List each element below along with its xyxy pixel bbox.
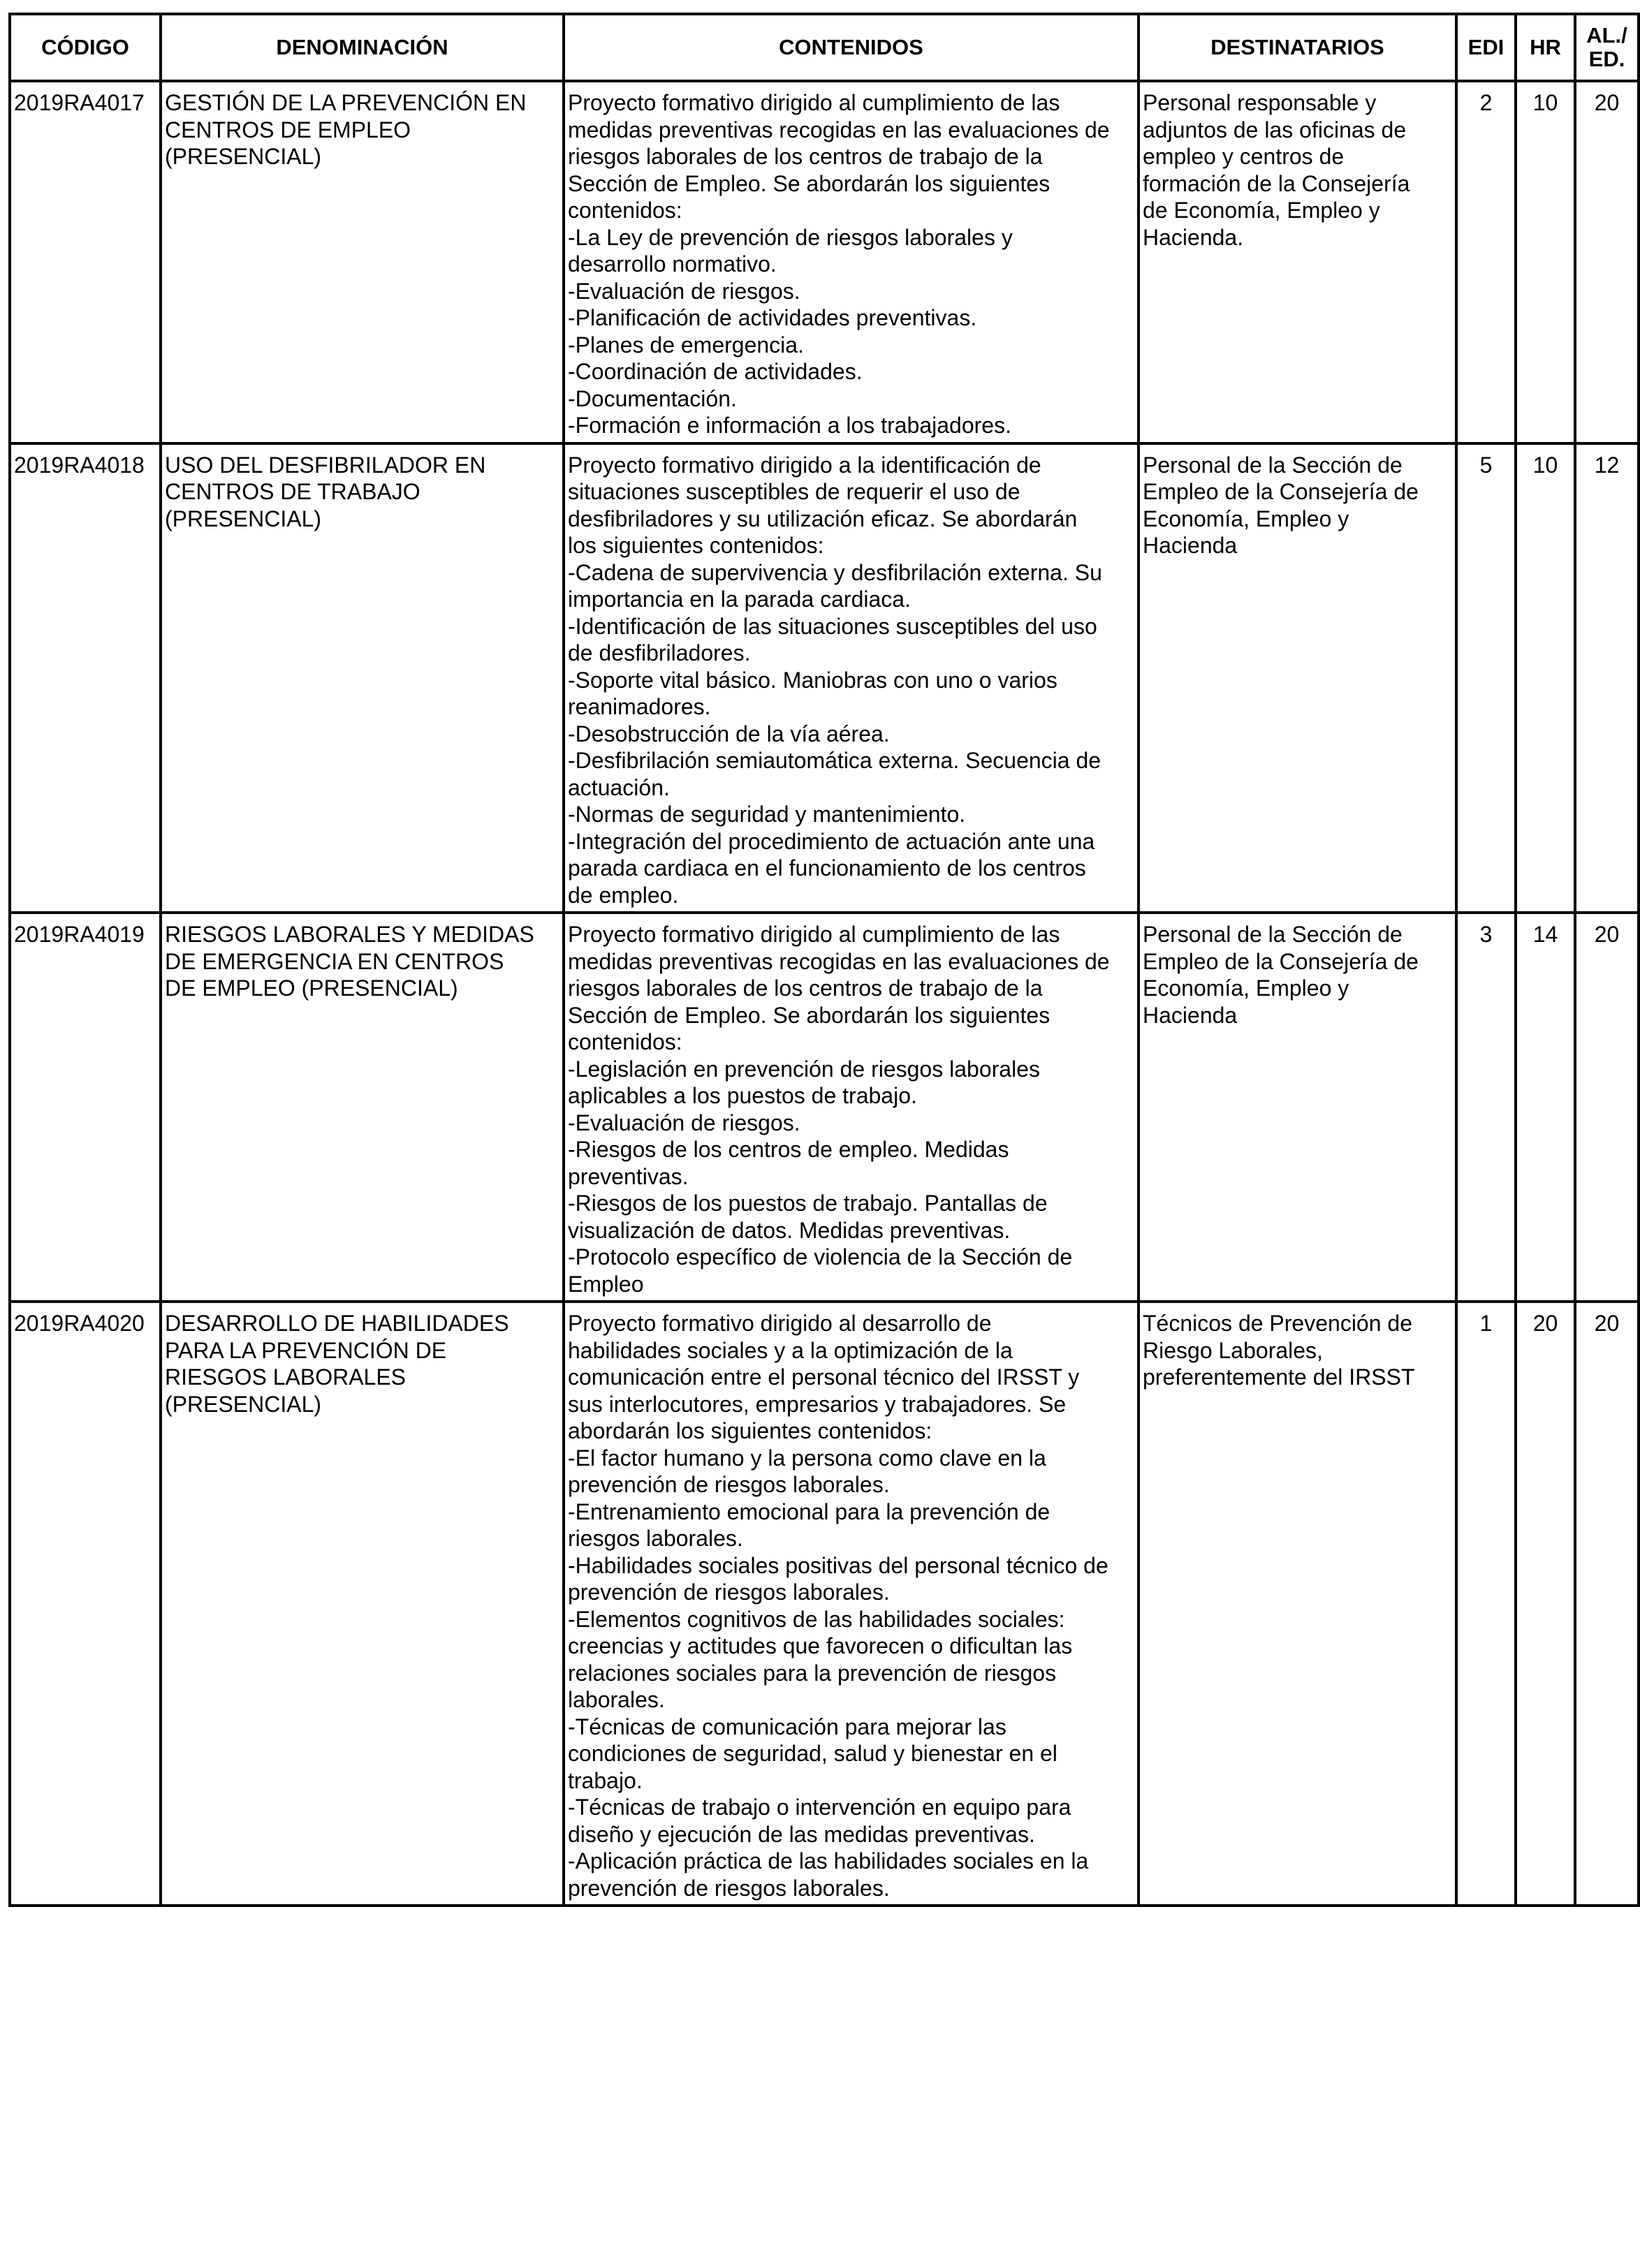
cell-contenidos-line: prevención de riesgos laborales. (568, 1875, 890, 1901)
cell-contenidos-line: -Protocolo específico de violencia de la Sección de (568, 1244, 1073, 1269)
cell-al-ed: 20 (1575, 81, 1639, 443)
cell-contenidos-line: -Aplicación práctica de las habilidades sociales en la (568, 1848, 1089, 1873)
cell-contenidos-line: Sección de Empleo. Se abordarán los siguientes (568, 170, 1050, 196)
cell-contenidos-line: medidas preventivas recogidas en las evaluaciones de (568, 117, 1110, 142)
cell-contenidos-line: condiciones de seguridad, salud y bienestar en el (568, 1741, 1057, 1766)
header-contenidos: CONTENIDOS (564, 14, 1139, 81)
cell-edi: 1 (1456, 1302, 1516, 1906)
cell-contenidos-line: -Documentación. (568, 385, 737, 411)
cell-edi: 3 (1456, 913, 1516, 1302)
header-codigo: CÓDIGO (10, 14, 161, 81)
cell-denominacion-line: CENTROS DE TRABAJO (165, 479, 420, 504)
cell-contenidos-line: -Entrenamiento emocional para la prevención de (568, 1498, 1050, 1524)
cell-contenidos-line: contenidos: (568, 1029, 682, 1054)
cell-contenidos-line: Empleo (568, 1271, 644, 1297)
cell-codigo: 2019RA4017 (10, 81, 161, 443)
header-al-ed-line2: ED. (1588, 47, 1625, 71)
header-edi: EDI (1456, 14, 1516, 81)
cell-contenidos-line: -Desobstrucción de la vía aérea. (568, 721, 890, 746)
header-al-ed (1575, 14, 1639, 81)
cell-contenidos-line: -Planes de emergencia. (568, 332, 804, 358)
cell-contenidos-line: -Evaluación de riesgos. (568, 278, 800, 304)
cell-destinatarios-line: empleo y centros de (1143, 144, 1345, 169)
cell-denominacion (161, 913, 564, 1302)
cell-denominacion (161, 81, 564, 443)
cell-contenidos-line: de desfibriladores. (568, 640, 751, 665)
cell-contenidos-line: -El factor humano y la persona como clave en la (568, 1445, 1046, 1471)
cell-contenidos-line: situaciones susceptibles de requerir el uso de (568, 479, 1020, 504)
cell-contenidos-line: Proyecto formativo dirigido al desarrollo de (568, 1311, 992, 1336)
cell-denominacion-line: DE EMPLEO (PRESENCIAL) (165, 975, 458, 1001)
cell-destinatarios-line: Técnicos de Prevención de (1143, 1311, 1412, 1336)
cell-destinatarios-line: Riesgo Laborales, (1143, 1337, 1323, 1363)
cell-contenidos-line: desarrollo normativo. (568, 251, 777, 277)
cell-contenidos-line: -Soporte vital básico. Maniobras con uno o varios (568, 667, 1057, 693)
cell-contenidos (564, 443, 1139, 913)
cell-destinatarios-line: Personal de la Sección de (1143, 922, 1403, 947)
cell-contenidos-line: riesgos laborales. (568, 1526, 743, 1551)
table-row (10, 443, 1639, 913)
courses-table (8, 13, 1640, 1907)
cell-destinatarios-line: Empleo de la Consejería de (1143, 479, 1419, 504)
cell-codigo: 2019RA4019 (10, 913, 161, 1302)
cell-contenidos-line: -Legislación en prevención de riesgos laborales (568, 1056, 1040, 1082)
cell-contenidos-line: Proyecto formativo dirigido al cumplimiento de las (568, 90, 1060, 115)
cell-denominacion-line: DE EMERGENCIA EN CENTROS (165, 948, 504, 974)
cell-destinatarios-line: Personal de la Sección de (1143, 452, 1403, 478)
cell-contenidos-line: Sección de Empleo. Se abordarán los siguientes (568, 1002, 1050, 1028)
cell-destinatarios (1139, 913, 1456, 1302)
cell-contenidos-line: -Normas de seguridad y mantenimiento. (568, 802, 966, 827)
cell-contenidos-line: reanimadores. (568, 694, 711, 719)
cell-contenidos-line: desfibriladores y su utilización eficaz. Se abordarán (568, 506, 1078, 531)
cell-destinatarios-line: Personal responsable y (1143, 90, 1377, 115)
cell-codigo: 2019RA4018 (10, 443, 161, 913)
cell-destinatarios-line: Economía, Empleo y (1143, 506, 1349, 531)
cell-denominacion-line: PARA LA PREVENCIÓN DE (165, 1337, 447, 1363)
cell-destinatarios (1139, 81, 1456, 443)
cell-denominacion-line: DESARROLLO DE HABILIDADES (165, 1311, 509, 1336)
cell-contenidos-line: -Desfibrilación semiautomática externa. Secuencia de (568, 748, 1101, 773)
cell-contenidos-line: -Riesgos de los puestos de trabajo. Pantallas de (568, 1191, 1048, 1216)
cell-contenidos-line: preventivas. (568, 1163, 689, 1189)
cell-contenidos-line: -Riesgos de los centros de empleo. Medidas (568, 1137, 1009, 1162)
table-header-row (10, 14, 1639, 81)
cell-contenidos (564, 913, 1139, 1302)
cell-destinatarios-line: preferentemente del IRSST (1143, 1364, 1415, 1390)
cell-contenidos-line: relaciones sociales para la prevención de riesgos (568, 1660, 1057, 1686)
cell-contenidos-line: -Elementos cognitivos de las habilidades sociales: (568, 1606, 1065, 1632)
cell-contenidos-line: -Técnicas de comunicación para mejorar las (568, 1714, 1006, 1739)
cell-denominacion (161, 1302, 564, 1906)
cell-al-ed: 20 (1575, 1302, 1639, 1906)
cell-denominacion (161, 443, 564, 913)
header-destinatarios: DESTINATARIOS (1139, 14, 1456, 81)
cell-contenidos-line: medidas preventivas recogidas en las evaluaciones de (568, 948, 1110, 974)
table-row (10, 81, 1639, 443)
cell-denominacion-line: (PRESENCIAL) (165, 506, 322, 531)
table-row (10, 1302, 1639, 1906)
cell-contenidos-line: Proyecto formativo dirigido al cumplimiento de las (568, 922, 1060, 947)
cell-denominacion-line: (PRESENCIAL) (165, 144, 322, 169)
cell-hr: 14 (1516, 913, 1575, 1302)
cell-destinatarios-line: Economía, Empleo y (1143, 975, 1349, 1001)
cell-contenidos-line: los siguientes contenidos: (568, 533, 824, 558)
cell-destinatarios-line: adjuntos de las oficinas de (1143, 117, 1407, 142)
cell-denominacion-line: RIESGOS LABORALES (165, 1364, 407, 1390)
cell-contenidos-line: riesgos laborales de los centros de trabajo de la (568, 144, 1043, 169)
cell-destinatarios-line: Empleo de la Consejería de (1143, 948, 1419, 974)
cell-al-ed: 20 (1575, 913, 1639, 1302)
cell-contenidos-line: -La Ley de prevención de riesgos laborales y (568, 224, 1013, 250)
cell-contenidos-line: sus interlocutores, empresarios y trabajadores. Se (568, 1391, 1067, 1417)
header-hr: HR (1516, 14, 1575, 81)
cell-contenidos-line: importancia en la parada cardiaca. (568, 587, 911, 612)
cell-contenidos-line: -Identificación de las situaciones susceptibles del uso (568, 613, 1097, 639)
cell-contenidos-line: prevención de riesgos laborales. (568, 1580, 890, 1605)
document-page (8, 13, 1637, 1907)
cell-contenidos-line: parada cardiaca en el funcionamiento de los centros (568, 855, 1086, 881)
cell-contenidos-line: creencias y actitudes que favorecen o dificultan las (568, 1633, 1073, 1658)
cell-hr: 10 (1516, 81, 1575, 443)
cell-contenidos-line: visualización de datos. Medidas preventivas. (568, 1217, 1011, 1243)
cell-edi: 2 (1456, 81, 1516, 443)
cell-contenidos (564, 1302, 1139, 1906)
cell-contenidos-line: prevención de riesgos laborales. (568, 1472, 890, 1497)
cell-destinatarios-line: Hacienda (1143, 1002, 1238, 1028)
cell-contenidos-line: -Habilidades sociales positivas del personal técnico de (568, 1552, 1108, 1578)
cell-denominacion-line: CENTROS DE EMPLEO (165, 117, 411, 142)
cell-contenidos-line: abordarán los siguientes contenidos: (568, 1418, 932, 1443)
cell-denominacion-line: USO DEL DESFIBRILADOR EN (165, 452, 486, 478)
cell-destinatarios-line: formación de la Consejería (1143, 170, 1410, 196)
cell-denominacion-line: RIESGOS LABORALES Y MEDIDAS (165, 922, 534, 947)
table-row (10, 913, 1639, 1302)
cell-contenidos-line: de empleo. (568, 882, 679, 908)
table-body (10, 81, 1639, 1906)
header-denominacion: DENOMINACIÓN (161, 14, 564, 81)
cell-destinatarios (1139, 443, 1456, 913)
cell-contenidos-line: aplicables a los puestos de trabajo. (568, 1083, 917, 1108)
cell-contenidos-line: -Cadena de supervivencia y desfibrilación externa. Su (568, 559, 1102, 585)
cell-codigo: 2019RA4020 (10, 1302, 161, 1906)
cell-hr: 20 (1516, 1302, 1575, 1906)
cell-hr: 10 (1516, 443, 1575, 913)
cell-destinatarios-line: Hacienda (1143, 533, 1238, 558)
cell-contenidos (564, 81, 1139, 443)
cell-edi: 5 (1456, 443, 1516, 913)
cell-contenidos-line: habilidades sociales y a la optimización de la (568, 1337, 1013, 1363)
cell-destinatarios-line: de Economía, Empleo y (1143, 198, 1380, 223)
cell-contenidos-line: -Planificación de actividades preventivas. (568, 305, 977, 330)
cell-destinatarios (1139, 1302, 1456, 1906)
cell-contenidos-line: trabajo. (568, 1767, 643, 1793)
cell-contenidos-line: Proyecto formativo dirigido a la identificación de (568, 452, 1041, 478)
cell-denominacion-line: (PRESENCIAL) (165, 1391, 322, 1417)
cell-contenidos-line: riesgos laborales de los centros de trabajo de la (568, 975, 1043, 1001)
header-al-ed-line1: AL./ (1586, 23, 1627, 47)
cell-al-ed: 12 (1575, 443, 1639, 913)
cell-contenidos-line: -Técnicas de trabajo o intervención en equipo para (568, 1795, 1071, 1820)
cell-contenidos-line: -Integración del procedimiento de actuación ante una (568, 828, 1095, 854)
cell-contenidos-line: laborales. (568, 1687, 665, 1712)
cell-contenidos-line: -Evaluación de riesgos. (568, 1110, 800, 1135)
cell-contenidos-line: diseño y ejecución de las medidas preventivas. (568, 1821, 1035, 1847)
cell-contenidos-line: actuación. (568, 774, 670, 800)
cell-denominacion-line: GESTIÓN DE LA PREVENCIÓN EN (165, 90, 527, 115)
cell-contenidos-line: contenidos: (568, 198, 682, 223)
cell-destinatarios-line: Hacienda. (1143, 224, 1244, 250)
cell-contenidos-line: -Formación e información a los trabajadores. (568, 413, 1011, 438)
cell-contenidos-line: comunicación entre el personal técnico del IRSST y (568, 1364, 1080, 1390)
cell-contenidos-line: -Coordinación de actividades. (568, 359, 863, 384)
